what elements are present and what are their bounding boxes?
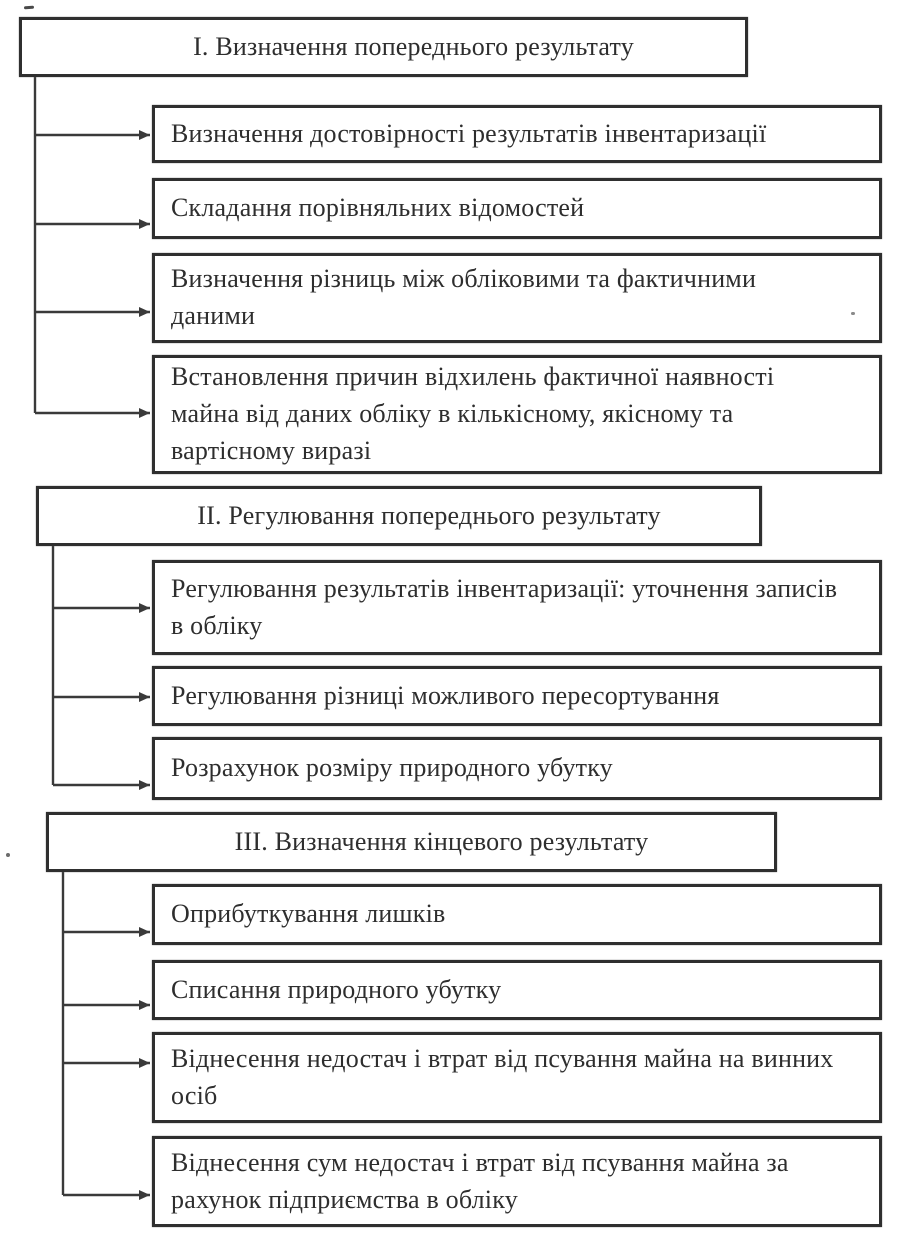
stage-2-step-box (152, 560, 882, 655)
section-1-connectors (35, 77, 150, 413)
stage-3-step-label: Списання природного убутку (171, 974, 502, 1004)
stage-3-step-label: Віднесення недостач і втрат від псування майна на винних осіб (171, 1043, 834, 1110)
stage-1-header-box (19, 17, 748, 77)
stage-3-step-box (152, 1032, 882, 1123)
stage-3-step-box (152, 884, 882, 945)
stage-3-step-box (152, 960, 882, 1020)
stage-1-step-label: Встановлення причин відхилень фактичної наявності майна від даних обліку в кількісному, якісному та вартісному виразі (171, 362, 775, 465)
scan-artifact (851, 312, 855, 315)
scan-artifact (6, 853, 10, 857)
stage-2-step-box (152, 737, 882, 800)
stage-1-step-label: Складання порівняльних відомостей (171, 193, 585, 223)
stage-1-step-label: Визначення різниць між обліковими та фактичними даними (171, 264, 757, 330)
stage-3-header-label: III. Визначення кінцевого результату (234, 826, 649, 856)
stage-1-step-box (152, 105, 882, 163)
stage-2-step-label: Регулювання різниці можливого пересортування (171, 680, 720, 710)
stage-2-step-label: Розрахунок розміру природного убутку (171, 753, 613, 783)
stage-2-step-label: Регулювання результатів інвентаризації: уточнення записів в обліку (171, 573, 838, 640)
stage-1-header-label: I. Визначення попереднього результату (193, 31, 634, 61)
stage-3-header-box (46, 812, 777, 872)
stage-2-step-box (152, 666, 882, 726)
section-2-connectors (53, 546, 150, 785)
stage-3-step-label: Оприбуткування лишків (171, 899, 446, 929)
stage-1-step-box (152, 178, 882, 239)
stage-3-step-label: Віднесення сум недостач і втрат від псування майна за рахунок підприємства в обліку (171, 1147, 789, 1214)
stage-2-header-box (36, 486, 762, 546)
stage-1-step-box (152, 253, 882, 343)
section-3-connectors (63, 872, 150, 1195)
stage-1-step-label: Визначення достовірності результатів інвентаризації (171, 118, 767, 148)
stage-1-step-box (152, 355, 882, 474)
stage-2-header-label: II. Регулювання попереднього результату (197, 500, 661, 530)
scan-artifact (24, 6, 34, 10)
stage-3-step-box (152, 1136, 882, 1227)
